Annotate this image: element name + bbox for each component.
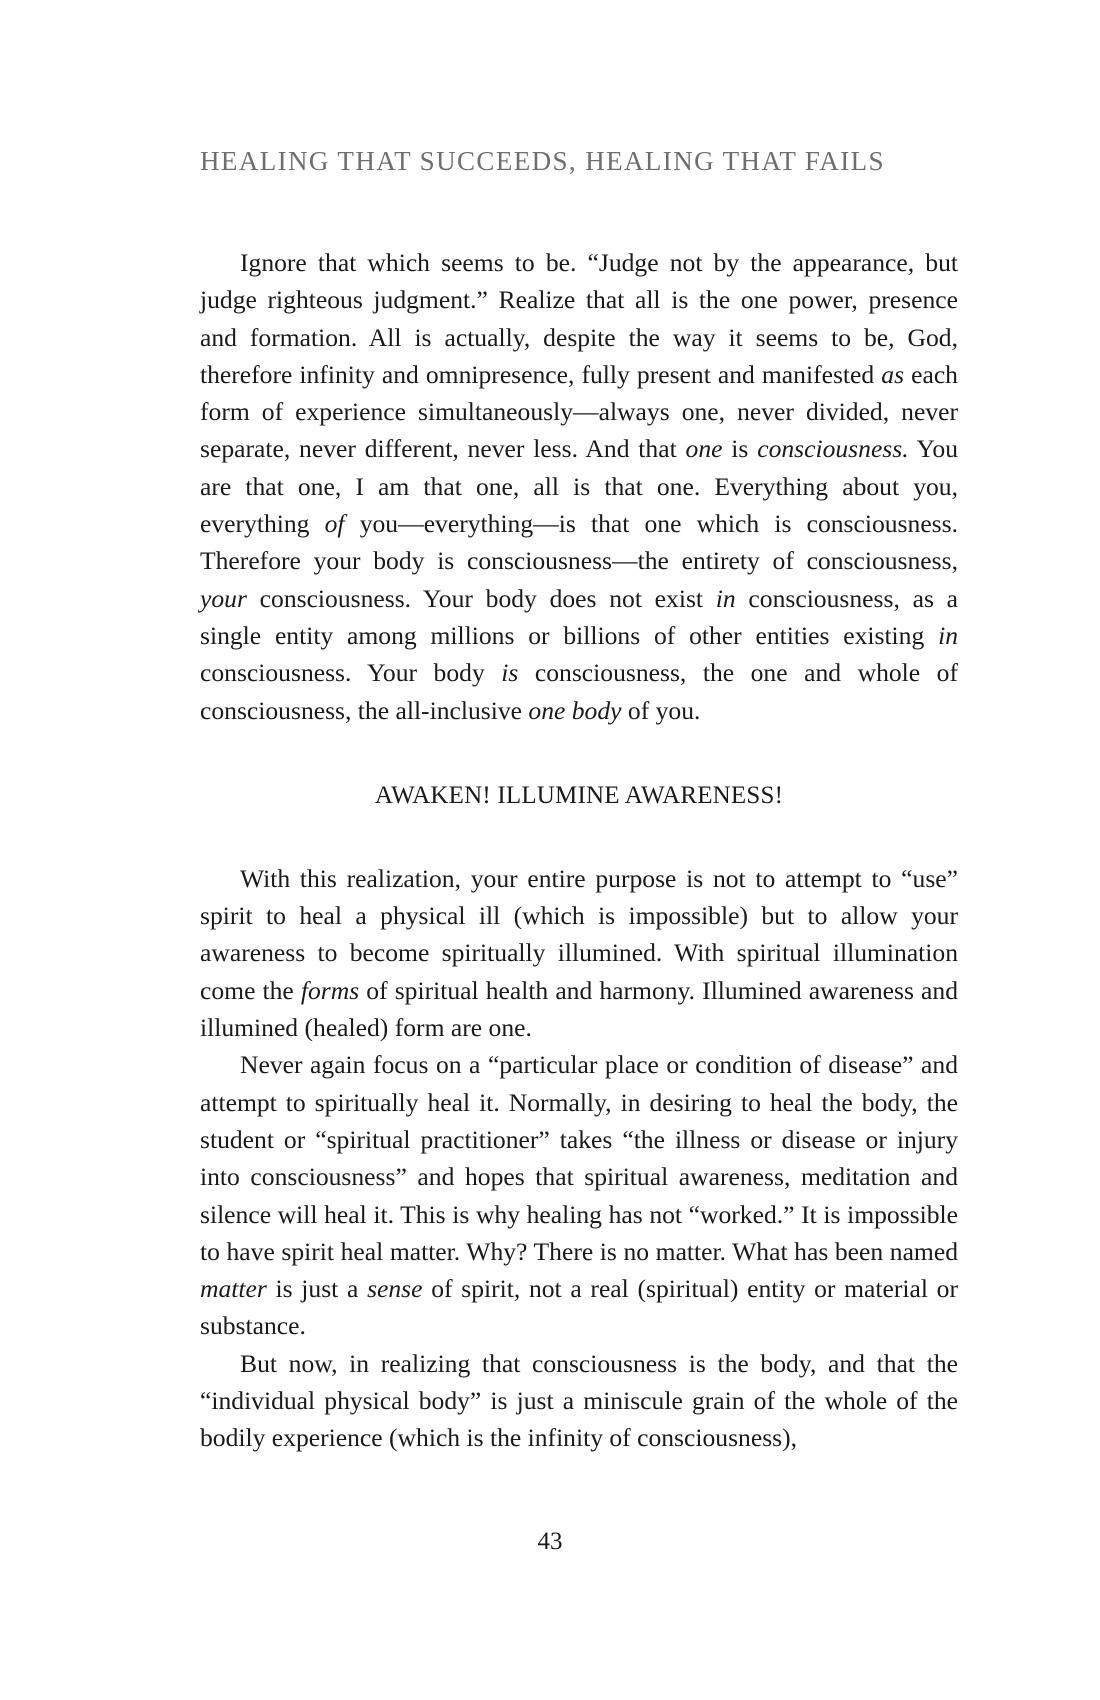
italic-run: one body xyxy=(528,695,622,725)
italic-run: is xyxy=(501,658,519,688)
text-run: of spiritual health and harmony. Illumined awareness and illumined (healed) form are one. xyxy=(200,975,958,1043)
italic-run: in xyxy=(715,583,736,613)
text-run: consciousness, the one and whole of consciousness, the all-inclusive xyxy=(200,658,958,725)
paragraph-group-1 xyxy=(200,244,958,729)
paragraph-group-2 xyxy=(200,860,958,1457)
italic-run: in xyxy=(938,620,958,650)
text-run: consciousness. Your body xyxy=(200,658,502,688)
running-head: HEALING THAT SUCCEEDS, HEALING THAT FAILS xyxy=(200,146,885,176)
paragraph xyxy=(200,244,958,729)
page-number: 43 xyxy=(537,1528,563,1555)
italic-run: forms xyxy=(300,975,360,1005)
text-run: consciousness, as a single entity among millions or billions of other entities existing xyxy=(200,583,959,650)
text-run: Ignore that which seems to be. “Judge not by the appearance, but judge righteous judgment.” Realize that all is the one power, presence and formation. All is actually, despite the way it seems to be, God, therefore infinity and omnipresence, fully present and manifested xyxy=(200,248,958,389)
italic-run: matter xyxy=(200,1274,267,1304)
italic-run: as xyxy=(881,359,905,389)
italic-run: of xyxy=(324,509,345,539)
body-text xyxy=(200,244,958,1457)
text-run: each form of experience simultaneously—always one, never divided, never separate, never different, never less. And that xyxy=(200,359,958,464)
text-run: consciousness. Your body does not exist xyxy=(246,583,716,613)
text-run: You are that one, I am that one, all is that one. Everything about you, everything xyxy=(200,434,959,539)
text-run: you—everything—is that one which is consciousness. Therefore your body is consciousness—the entirety of consciousness, xyxy=(200,509,958,576)
text-run: of spirit, not a real (spiritual) entity or material or substance. xyxy=(200,1274,958,1341)
text-run: is xyxy=(722,434,758,464)
italic-run: sense xyxy=(367,1274,423,1304)
text-run: of you. xyxy=(621,695,701,725)
italic-run: consciousness. xyxy=(757,434,909,464)
text-run: With this realization, your entire purpose is not to attempt to “use” spirit to heal a physical ill (which is impossible) but to allow your awareness to become spiritually illumined. With spiritual illumination come the xyxy=(200,863,958,1005)
text-run: is just a xyxy=(266,1274,368,1304)
paragraph xyxy=(200,1046,958,1344)
section-heading: AWAKEN! ILLUMINE AWARENESS! xyxy=(374,781,784,809)
text-run: But now, in realizing that consciousness is the body, and that the “individual physical body” is just a miniscule grain of the whole of the bodily experience (which is the infinity of consciousness), xyxy=(200,1348,958,1453)
paragraph xyxy=(200,860,958,1046)
italic-run: your xyxy=(200,583,247,613)
italic-run: one xyxy=(685,434,723,464)
paragraph xyxy=(200,1345,958,1457)
text-run: Never again focus on a “particular place or condition of disease” and attempt to spiritually heal it. Normally, in desiring to heal the body, the student or “spiritual practitioner” takes “the illness or disease or injury into consciousness” and hopes that spiritual awareness, meditation and silence will heal it. This is why healing has not “worked.” It is impossible to have spirit heal matter. Why? There is no matter. What has been named xyxy=(200,1050,958,1266)
